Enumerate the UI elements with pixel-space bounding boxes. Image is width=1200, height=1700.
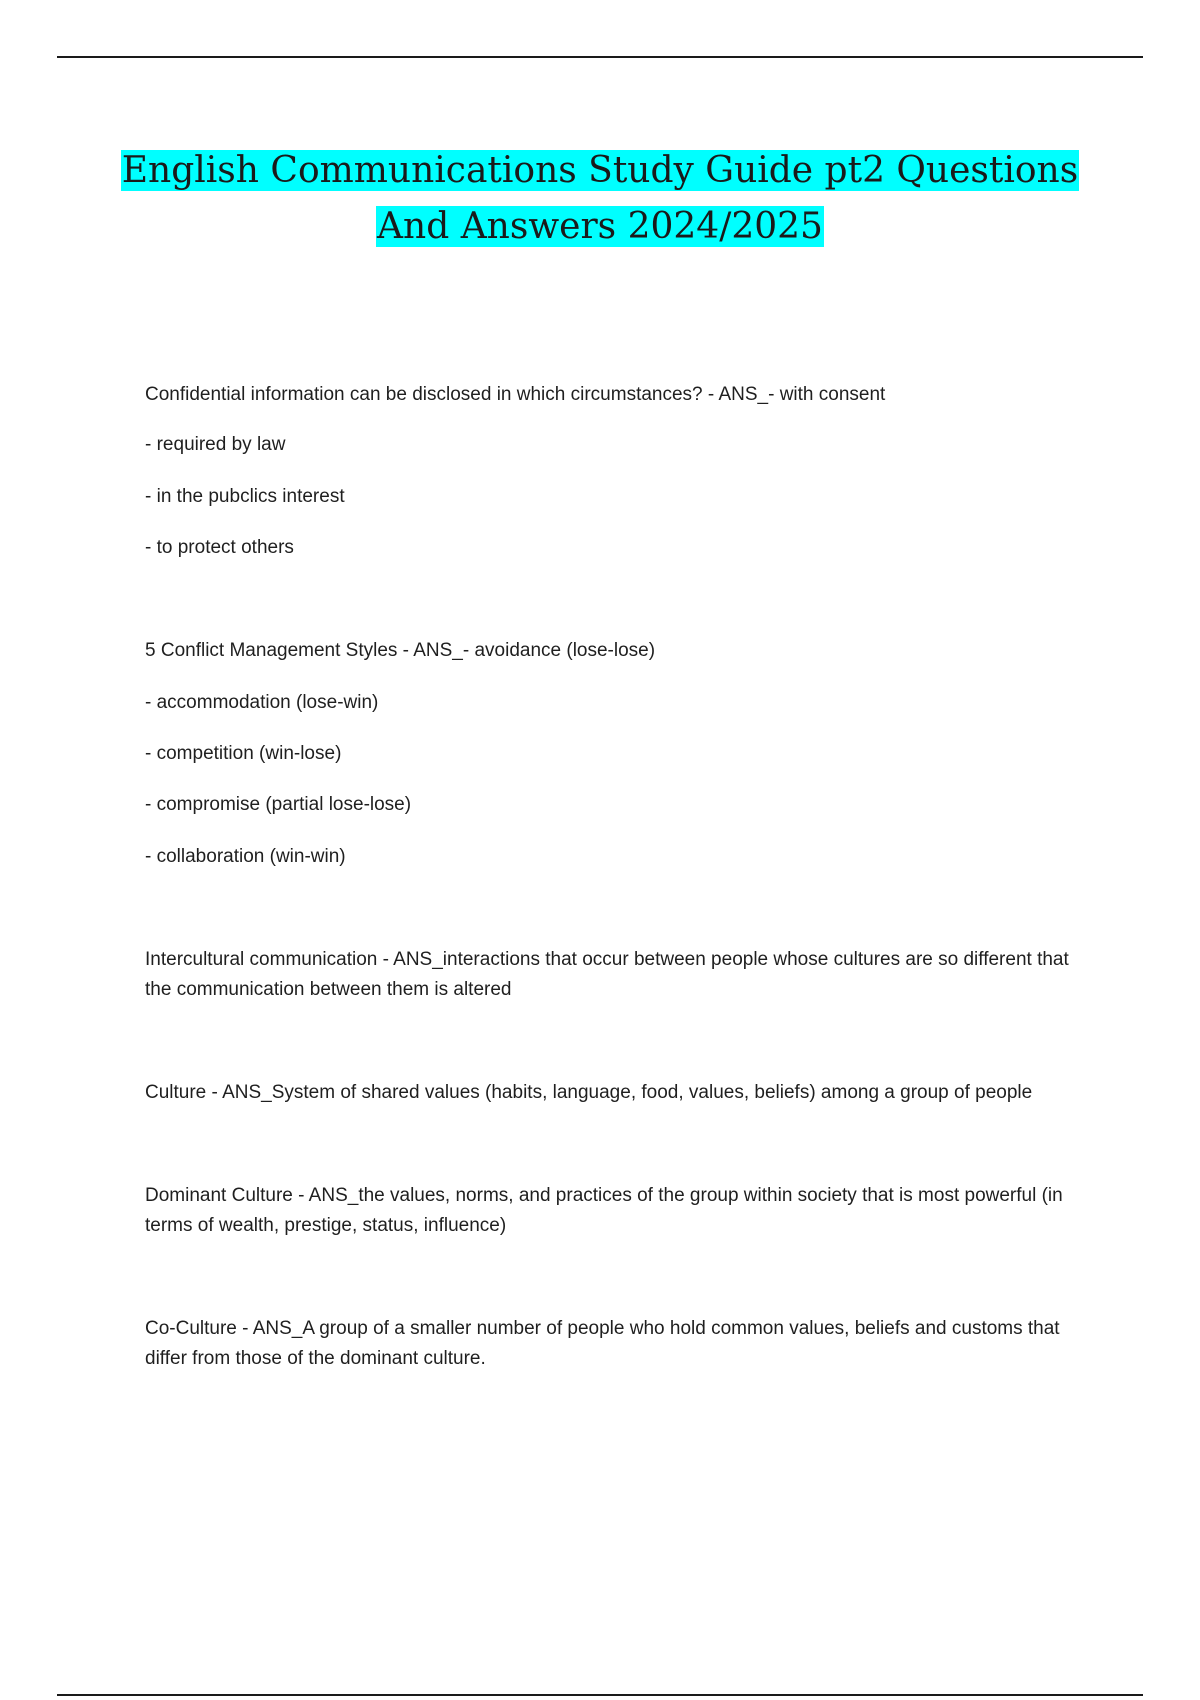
entry-2-item-4: - collaboration (win-win)	[145, 846, 346, 867]
entry-4	[145, 1078, 1090, 1108]
title-line-2: And Answers 2024/2025	[377, 206, 823, 247]
entry-5	[145, 1181, 1090, 1241]
entry-2-item-3: - compromise (partial lose-lose)	[145, 794, 412, 815]
entry-6-text: Co-Culture - ANS_A group of a smaller number of people who hold common values, beliefs and customs that differ from those of the dominant culture.	[145, 1318, 1060, 1369]
footer-rule	[57, 1694, 1143, 1696]
header-rule	[57, 56, 1143, 58]
entry-3-text: Intercultural communication - ANS_interactions that occur between people whose cultures are so different that the communication between them is altered	[145, 949, 1069, 1000]
entry-4-text: Culture - ANS_System of shared values (habits, language, food, values, beliefs) among a group of people	[145, 1082, 1033, 1103]
entry-1-item-1: - required by law	[145, 434, 286, 455]
title-line-1: English Communications Study Guide pt2 Questions	[121, 150, 1079, 191]
entry-2-item-1: - accommodation (lose-win)	[145, 692, 379, 713]
entry-6	[145, 1314, 1090, 1374]
document-title	[100, 143, 1100, 255]
entry-3	[145, 945, 1090, 1005]
entry-2-question: 5 Conflict Management Styles - ANS_- avoidance (lose-lose)	[145, 640, 656, 661]
entry-5-text: Dominant Culture - ANS_the values, norms, and practices of the group within society that is most powerful (in terms of wealth, prestige, status, influence)	[145, 1185, 1063, 1236]
entry-1-item-2: - in the pubclics interest	[145, 486, 345, 507]
entry-1-item-3: - to protect others	[145, 537, 294, 558]
entry-1-question: Confidential information can be disclosed in which circumstances? - ANS_- with consent	[145, 384, 886, 405]
entry-2-item-2: - competition (win-lose)	[145, 743, 342, 764]
